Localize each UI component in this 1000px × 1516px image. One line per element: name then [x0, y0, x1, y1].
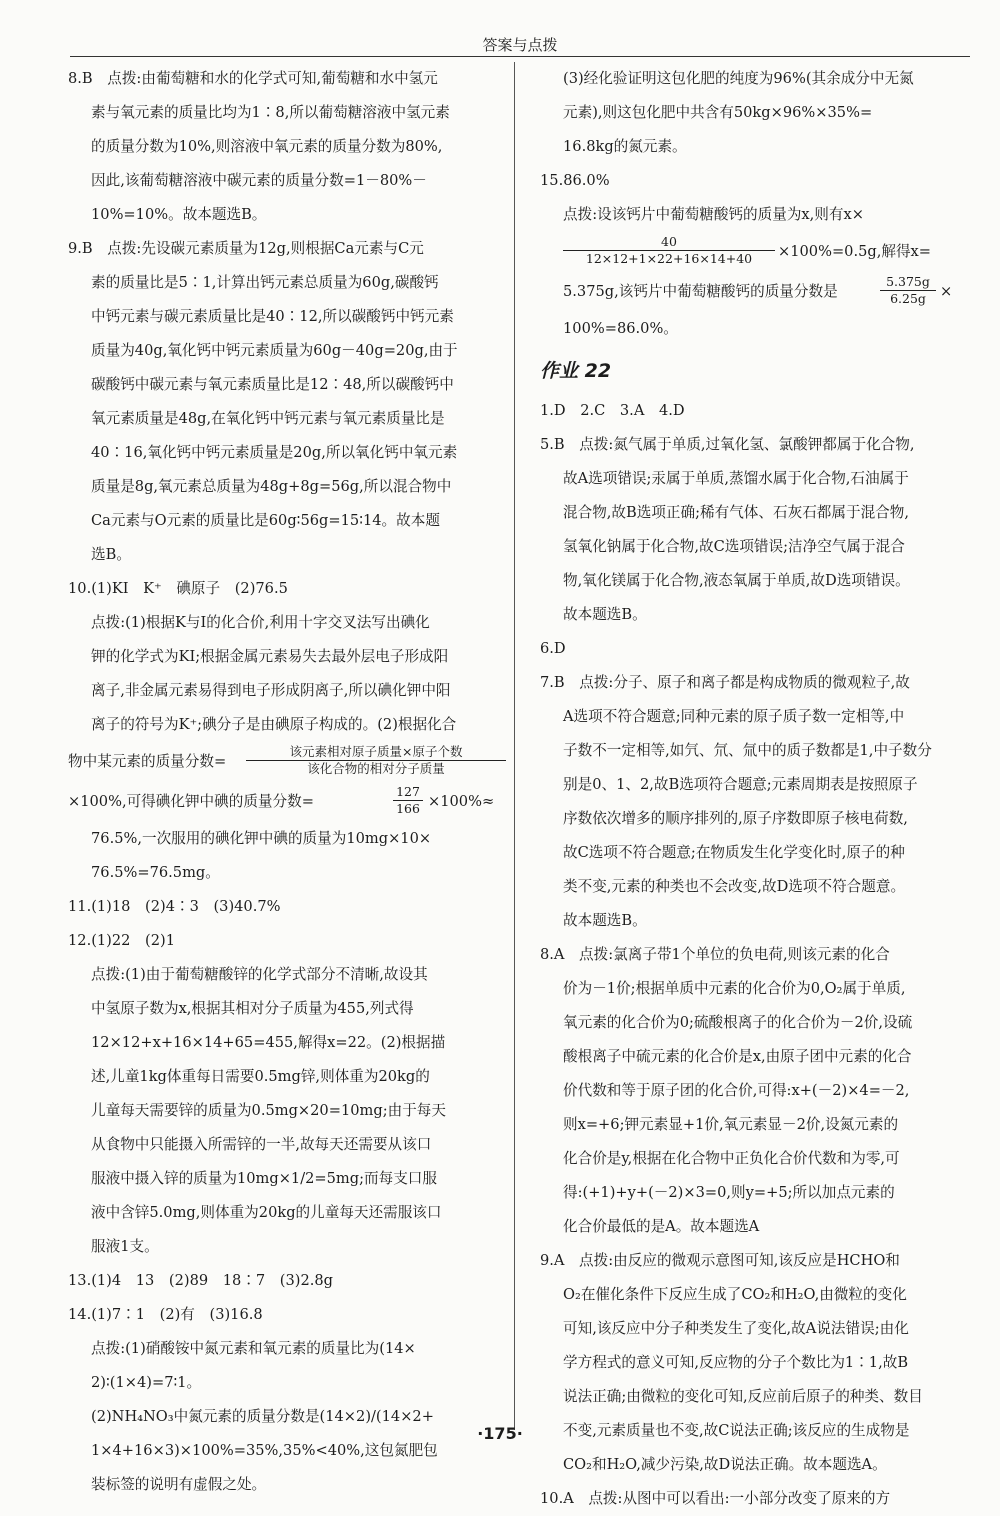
text-line: 物,氧化镁属于化合物,液态氧属于单质,故D选项错误。	[563, 572, 910, 589]
text-line: 则x=+6;钾元素显+1价,氧元素显－2价,设氮元素的	[563, 1116, 899, 1133]
page-number: ·175·	[477, 1424, 523, 1443]
text-line: 质量为40g,氧化钙中钙元素质量为60g－40g=20g,由于	[91, 342, 458, 359]
text-line: 说法正确;由微粒的变化可知,反应前后原子的种类、数目	[563, 1388, 923, 1405]
text-line: 不变,元素质量也不变,故C说法正确;该反应的生成物是	[563, 1422, 910, 1439]
text-line: (3)经化验证明这包化肥的纯度为96%(其余成分中无氮	[563, 70, 914, 87]
answer-10-right: 10.A 点拨:从图中可以看出:一小部分改变了原来的方	[540, 1490, 891, 1507]
answer-15: 15.86.0%	[540, 172, 610, 189]
text-line: 因此,该葡萄糖溶液中碳元素的质量分数=1－80%－	[91, 172, 427, 189]
fraction-mass-formula	[246, 744, 506, 777]
text-line: 质量是8g,氧元素总质量为48g+8g=56g,所以混合物中	[91, 478, 452, 495]
fraction-numerator: 该元素相对原子质量×原子个数	[246, 744, 506, 761]
text-line: Ca元素与O元素的质量比是60g∶56g=15∶14。故本题	[91, 512, 440, 529]
calcium-fraction-suffix: ×100%=0.5g,解得x=	[778, 243, 932, 260]
answer-8-explanation-right	[540, 938, 972, 1244]
iodine-fraction-prefix: ×100%,可得碘化钾中碘的质量分数=	[68, 793, 314, 810]
answer-8-explanation	[68, 62, 510, 232]
text-line: 76.5%=76.5mg。	[91, 864, 220, 881]
answer-12: 12.(1)22 (2)1	[68, 932, 176, 949]
text-line: 氧元素质量是48g,在氧化钙中钙元素与氧元素质量比是	[91, 410, 445, 427]
text-line: 碳酸钙中碳元素与氧元素质量比是12∶48,所以碳酸钙中	[91, 376, 454, 393]
text-line: 故A选项错误;汞属于单质,蒸馏水属于化合物,石油属于	[563, 470, 909, 487]
fraction-gluconate	[880, 274, 936, 307]
text-line: 故本题选B。	[563, 606, 647, 623]
text-line: (2)NH₄NO₃中氮元素的质量分数是(14×2)/(14×2+	[91, 1408, 434, 1425]
text-line: O₂在催化条件下反应生成了CO₂和H₂O,由微粒的变化	[563, 1286, 907, 1303]
text-line: 素的质量比是5∶1,计算出钙元素总质量为60g,碳酸钙	[91, 274, 439, 291]
text-line: 5.B 点拨:氮气属于单质,过氧化氢、氯酸钾都属于化合物,	[540, 436, 915, 453]
fraction-numerator: 127	[393, 784, 423, 801]
text-line: 得:(+1)+y+(－2)×3=0,则y=+5;所以加点元素的	[563, 1184, 895, 1201]
answer-9-explanation	[68, 232, 510, 572]
text-line: 儿童每天需要锌的质量为0.5mg×20=10mg;由于每天	[91, 1102, 446, 1119]
text-line: 液中含锌5.0mg,则体重为20kg的儿童每天还需服该口	[91, 1204, 442, 1221]
text-line: 点拨:(1)由于葡萄糖酸锌的化学式部分不清晰,故设其	[91, 966, 428, 983]
answer-14-part3	[540, 62, 972, 164]
answer-15-result: 100%=86.0%。	[563, 320, 678, 337]
homework-title: 作业 22	[540, 360, 612, 382]
fraction-denominator: 该化合物的相对分子质量	[307, 761, 445, 776]
fraction-calcium	[563, 234, 775, 267]
text-line: 素与氧元素的质量比均为1∶8,所以葡萄糖溶液中氢元素	[91, 104, 450, 121]
fraction-denominator: 166	[396, 801, 420, 816]
text-line: CO₂和H₂O,减少污染,故D说法正确。故本题选A。	[563, 1456, 887, 1473]
text-line: 的质量分数为10%,则溶液中氧元素的质量分数为80%,	[91, 138, 443, 155]
text-line: 中钙元素与碳元素质量比是40∶12,所以碳酸钙中钙元素	[91, 308, 454, 325]
text-line: 混合物,故B选项正确;稀有气体、石灰石都属于混合物,	[563, 504, 909, 521]
text-line: 化合价是y,根据在化合物中正负化合价代数和为零,可	[563, 1150, 900, 1167]
text-line: 中氢原子数为x,根据其相对分子质量为455,列式得	[91, 1000, 414, 1017]
answer-9-explanation-right	[540, 1244, 972, 1482]
text-line: 类不变,元素的种类也不会改变,故D选项不符合题意。	[563, 878, 906, 895]
text-line: 2)∶(1×4)=7∶1。	[91, 1374, 202, 1391]
text-line: 述,儿童1kg体重每日需要0.5mg锌,则体重为20kg的	[91, 1068, 430, 1085]
text-line: 12×12+x+16×14+65=455,解得x=22。(2)根据描	[91, 1034, 446, 1051]
text-line: 学方程式的意义可知,反应物的分子个数比为1∶1,故B	[563, 1354, 909, 1371]
formula-prefix: 物中某元素的质量分数=	[68, 753, 227, 770]
text-line: 故C选项不符合题意;在物质发生化学变化时,原子的种	[563, 844, 905, 861]
calcium-fraction-line	[540, 232, 972, 272]
text-line: 选B。	[91, 546, 131, 563]
fraction-numerator: 5.375g	[880, 274, 936, 291]
gluconate-fraction-prefix: 5.375g,该钙片中葡萄糖酸钙的质量分数是	[563, 283, 838, 300]
gluconate-fraction-line	[540, 272, 972, 312]
text-line: 别是0、1、2,故B选项符合题意;元素周期表是按照原子	[563, 776, 918, 793]
answer-11: 11.(1)18 (2)4∶3 (3)40.7%	[68, 898, 281, 915]
page-header	[70, 30, 970, 57]
text-line: 子数不一定相等,如氕、氘、氚中的质子数都是1,中子数分	[563, 742, 932, 759]
text-line: 9.A 点拨:由反应的微观示意图可知,该反应是HCHO和	[540, 1252, 900, 1269]
text-line: 离子,非金属元素易得到电子形成阴离子,所以碘化钾中阳	[91, 682, 451, 699]
text-line: 氢氧化钠属于化合物,故C选项错误;洁净空气属于混合	[563, 538, 905, 555]
text-line: 元素),则这包化肥中共含有50kg×96%×35%=	[563, 104, 873, 121]
text-line: 点拨:(1)根据K与I的化合价,利用十字交叉法写出碘化	[91, 614, 430, 631]
text-line: 价为－1价;根据单质中元素的化合价为0,O₂属于单质,	[563, 980, 906, 997]
text-line: 服液中摄入锌的质量为10mg×1/2=5mg;而每支口服	[91, 1170, 437, 1187]
right-column	[540, 62, 972, 1516]
fraction-denominator: 6.25g	[890, 291, 926, 306]
text-line: 从食物中只能摄入所需锌的一半,故每天还需要从该口	[91, 1136, 432, 1153]
header-title: 答案与点拨	[482, 36, 558, 54]
text-line: 1×4+16×3)×100%=35%,35%<40%,这包氮肥包	[91, 1442, 438, 1459]
fraction-iodine	[393, 784, 423, 817]
answer-6: 6.D	[540, 640, 566, 657]
mass-fraction-formula	[68, 742, 510, 782]
answer-15-explanation: 点拨:设该钙片中葡萄糖酸钙的质量为x,则有x×	[563, 206, 864, 223]
text-line: 离子的符号为K⁺;碘分子是由碘原子构成的。(2)根据化合	[91, 716, 457, 733]
text-line: 装标签的说明有虚假之处。	[91, 1476, 267, 1493]
answer-5-explanation	[540, 428, 972, 632]
text-line: 9.B 点拨:先设碳元素质量为12g,则根据Ca元素与C元	[68, 240, 424, 257]
text-line: 8.A 点拨:氯离子带1个单位的负电荷,则该元素的化合	[540, 946, 890, 963]
text-line: 氧元素的化合价为0;硫酸根离子的化合价为－2价,设硫	[563, 1014, 913, 1031]
text-line: 钾的化学式为KI;根据金属元素易失去最外层电子形成阳	[91, 648, 449, 665]
iodine-fraction-suffix: ×100%≈	[428, 793, 495, 810]
text-line: 服液1支。	[91, 1238, 159, 1255]
fraction-numerator: 40	[563, 234, 775, 251]
answers-1-4: 1.D 2.C 3.A 4.D	[540, 402, 685, 419]
answer-7-explanation	[540, 666, 972, 938]
answer-10-explanation	[68, 606, 510, 742]
text-line: 点拨:(1)硝酸铵中氮元素和氧元素的质量比为(14×	[91, 1340, 416, 1357]
text-line: 8.B 点拨:由葡萄糖和水的化学式可知,葡萄糖和水中氢元	[68, 70, 438, 87]
text-line: 40∶16,氧化钙中钙元素质量是20g,所以氧化钙中氧元素	[91, 444, 458, 461]
text-line: 可知,该反应中分子种类发生了变化,故A说法错误;由化	[563, 1320, 909, 1337]
fraction-denominator: 12×12+1×22+16×14+40	[585, 251, 753, 266]
text-line: 16.8kg的氮元素。	[563, 138, 687, 155]
text-line: 10%=10%。故本题选B。	[91, 206, 267, 223]
text-line: 化合价最低的是A。故本题选A	[563, 1218, 760, 1235]
iodine-fraction-line	[68, 782, 510, 822]
answer-14: 14.(1)7∶1 (2)有 (3)16.8	[68, 1306, 263, 1323]
text-line: 故本题选B。	[563, 912, 647, 929]
text-line: 76.5%,一次服用的碘化钾中碘的质量为10mg×10×	[91, 830, 432, 847]
answer-10: 10.(1)KI K⁺ 碘原子 (2)76.5	[68, 580, 288, 597]
answer-14-explanation	[68, 1332, 510, 1502]
answer-12-explanation	[68, 958, 510, 1264]
text-line: 7.B 点拨:分子、原子和离子都是构成物质的微观粒子,故	[540, 674, 910, 691]
text-line: A选项不符合题意;同种元素的原子质子数一定相等,中	[563, 708, 905, 725]
text-line: 价代数和等于原子团的化合价,可得:x+(－2)×4=－2,	[563, 1082, 910, 1099]
answer-10-explanation-end	[68, 822, 510, 890]
gluconate-fraction-suffix: ×	[940, 283, 953, 300]
answer-13: 13.(1)4 13 (2)89 18∶7 (3)2.8g	[68, 1272, 334, 1289]
text-line: 酸根离子中硫元素的化合价是x,由原子团中元素的化合	[563, 1048, 912, 1065]
text-line: 序数依次增多的顺序排列的,原子序数即原子核电荷数,	[563, 810, 908, 827]
